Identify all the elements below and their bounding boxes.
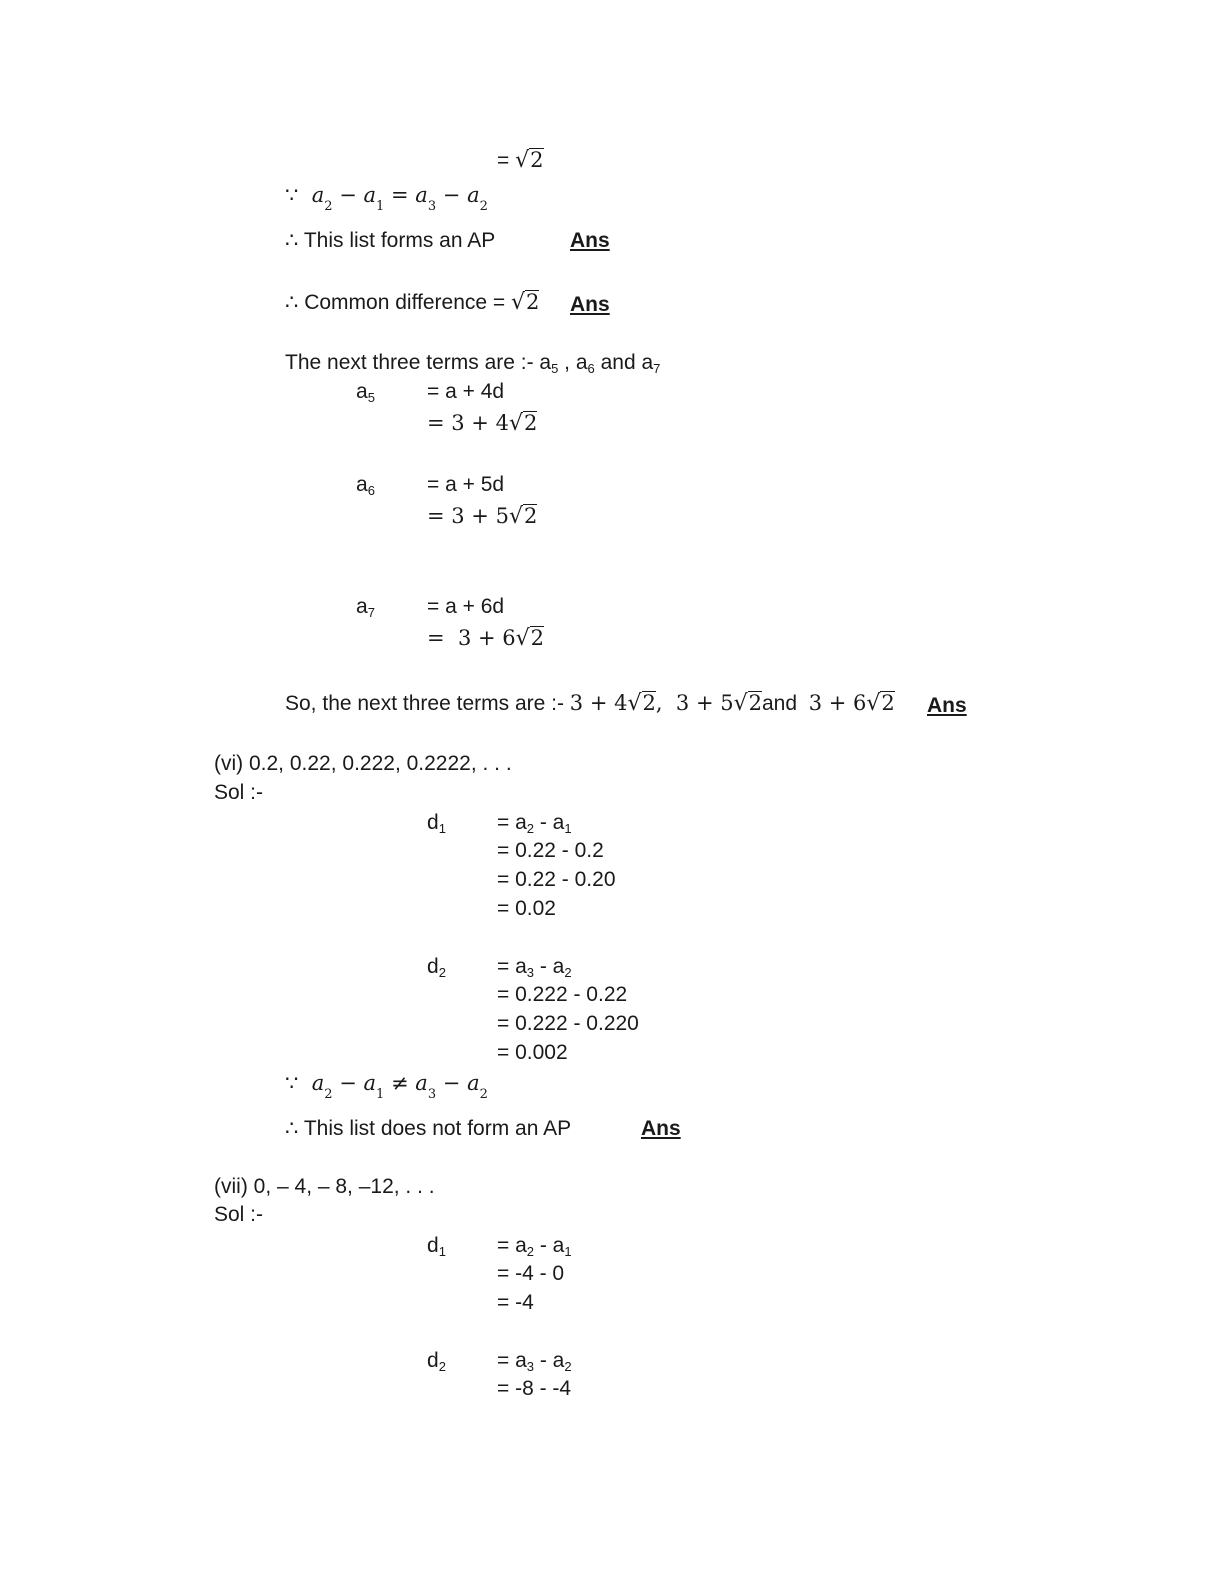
term-a6-formula: = a + 5d [427,473,505,496]
ans-label: Ans [570,293,610,316]
term-a5-label: $a_5$ [356,380,375,405]
term-a6-value: = 3 + 5√2 [427,504,538,529]
ans-label: Ans [570,229,610,252]
because-inequality-line: ∵ $a_2 - a_1 \ne a_3 - a_2$ [285,1071,488,1102]
part-vi-d2-step: = 0.222 - 0.22 [497,983,628,1006]
sqrt-2: √2 [515,148,544,173]
eq-sqrt2-line: = √2 [497,148,544,173]
term-a5-formula: = a + 4d [427,380,505,403]
sqrt-2: √2 [733,691,762,716]
because-equality-line: ∵ $a_2 - a_1 = a_3 - a_2$ [285,183,488,214]
part-vi-d2-step: = 0.222 - 0.220 [497,1012,639,1035]
part-vii-d1-result: = -4 [497,1291,534,1314]
part-vii-d2-step: = -8 - -4 [497,1377,572,1400]
part-vi-d1-label: $d_1$ [427,811,446,836]
part-vi-d1-result: = 0.02 [497,897,556,920]
part-vii-d1-label: $d_1$ [427,1234,446,1259]
part-vi-d1-def: = $a_2 - a_1$ [497,811,572,836]
sqrt-2: √2 [511,290,540,315]
part-vii-heading: (vii) 0, – 4, – 8, –12, . . . [214,1175,435,1198]
part-vi-sol: Sol :- [214,781,264,804]
term-a7-label: $a_7$ [356,595,375,620]
part-vii-d2-def: = $a_3 - a_2$ [497,1349,572,1374]
part-vi-d1-step: = 0.22 - 0.2 [497,839,604,862]
sqrt-2: √2 [508,504,538,529]
part-vi-d2-def: = $a_3 - a_2$ [497,955,572,980]
term-a5-value: = 3 + 4√2 [427,411,538,436]
next-three-intro: The next three terms are :- $a_5$ , $a_6$ and $a_7$ [285,351,661,376]
part-vii-d1-def: = $a_2 - a_1$ [497,1234,572,1259]
term-a6-label: $a_6$ [356,473,375,498]
sqrt-2: √2 [508,411,538,436]
ans-label: Ans [927,694,967,717]
part-vii-d2-label: $d_2$ [427,1349,446,1374]
sqrt-2: √2 [515,626,545,651]
part-vii-d1-step: = -4 - 0 [497,1262,565,1285]
next-three-conclusion: So, the next three terms are :- 3 + 4√2, 3 + 5√2and 3 + 6√2 [285,691,895,716]
term-a7-formula: = a + 6d [427,595,505,618]
part-vi-d2-label: $d_2$ [427,955,446,980]
common-difference-statement: ∴ Common difference = √2 [285,290,540,315]
part-vi-d2-result: = 0.002 [497,1041,568,1064]
sqrt-2: √2 [627,691,656,716]
part-vi-d1-step: = 0.22 - 0.20 [497,868,616,891]
part-vi-heading: (vi) 0.2, 0.22, 0.222, 0.2222, . . . [214,752,512,775]
sqrt-2: √2 [866,691,895,716]
ans-label: Ans [641,1117,681,1140]
not-ap-statement: ∴ This list does not form an AP [285,1117,572,1140]
part-vii-sol: Sol :- [214,1203,264,1226]
forms-ap-statement: ∴ This list forms an AP [285,229,496,252]
term-a7-value: = 3 + 6√2 [427,626,545,651]
